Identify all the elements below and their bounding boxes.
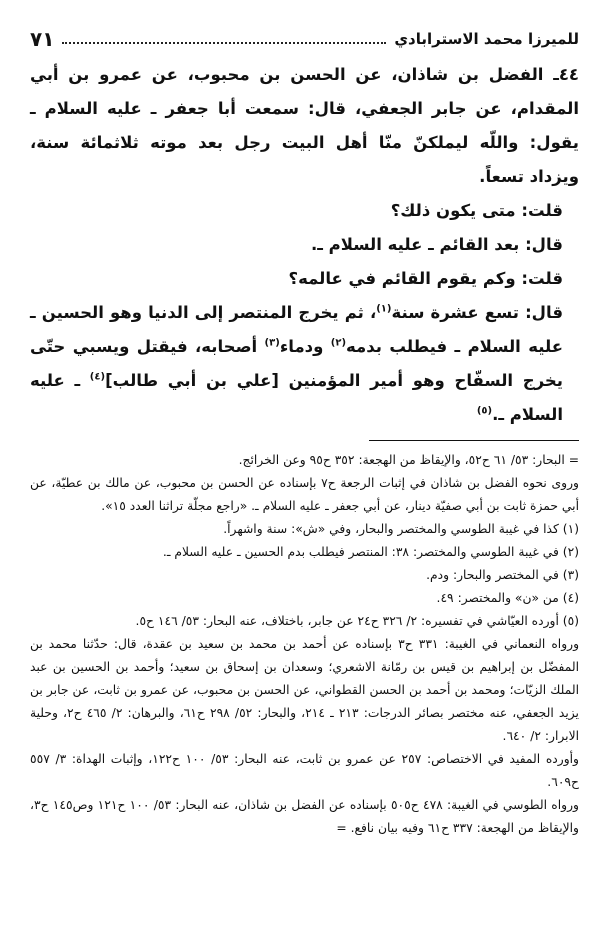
footnote-continuation: وروى نحوه الفضل بن شاذان في إثبات الرجعة ح٧ بإسناده عن الحسن بن محبوب، عن مالك بن عطيّة، عن أبي حمزة ثابت بن أبي صفيّة دينار، عن أبي جعفر ـ عليه السلام ـ. «راجع مجلّة تراثنا العدد ١٥». [30, 476, 579, 513]
dotted-leader [62, 34, 386, 44]
footnote-2: (٢) في غيبة الطوسي والمختصر: ٣٨: المنتصر فيطلب بدم الحسين ـ عليه السلام ـ. [162, 545, 579, 559]
footnote-1: (١) كذا في غيبة الطوسي والمختصر والبحار، وفي «ش»: سنة واشهراً. [223, 522, 579, 536]
footnote-ref-4: (٤) [89, 371, 106, 383]
page-header [30, 22, 579, 56]
dialog-line-question-1: قلت: متى يكون ذلك؟ [390, 201, 563, 220]
footnote-3: (٣) في المختصر والبحار: ودم. [426, 568, 579, 582]
footnote-4: (٤) من «ن» والمختصر: ٤٩. [436, 591, 579, 605]
dialog-line-question-2: قلت: وكم يقوم القائم في عالمه؟ [288, 269, 563, 288]
answer-text-5: ـ عليه السلام ـ. [30, 371, 563, 424]
footnote-divider [369, 440, 579, 441]
footnote-5: (٥) أورده العيّاشي في تفسيره: ٢/ ٣٢٦ ح٢٤ عن جابر، باختلاف، عنه البحار: ٥٣/ ١٤٦ ح٥. [135, 614, 579, 628]
hadith-paragraph: ٤٤ـ الفضل بن شاذان، عن الحسن بن محبوب، عن عمرو بن أبي المقدام، عن جابر الجعفي، قال: سمعت أبا جعفر ـ عليه السلام ـ يقول: واللّه ليملكنّ منّا أهل البيت رجل بعد موته ثلاثمائة سنة، ويزداد تسعاً. [30, 65, 579, 186]
footnote-5-paragraph: وأورده المفيد في الاختصاص: ٢٥٧ عن عمرو بن ثابت، عنه البحار: ٥٣/ ١٠٠ ح١٢٢، وإثبات الهداة: ٣/ ٥٥٧ ح٦٠٩. [30, 752, 579, 789]
main-text [30, 58, 579, 432]
footnote-ref-3: (٣) [264, 337, 280, 349]
answer-text-4: أصحابه، فيقتل ويسبي حتّى يخرج السفّاح وهو أمير المؤمنين [علي بن أبي طالب] [30, 337, 563, 390]
answer-text-3: ودماء [279, 337, 331, 356]
footnote-ref-2: (٢) [330, 337, 347, 349]
running-title: للميرزا محمد الاسترابادي [394, 30, 579, 48]
footnotes [30, 449, 579, 840]
page-number: ٧١ [30, 27, 55, 51]
dialog-answer-paragraph [30, 296, 579, 432]
footnote-ref-1: (١) [376, 303, 392, 315]
dialog-line-answer-1: قال: بعد القائم ـ عليه السلام ـ. [310, 235, 563, 254]
answer-text-2: ، ثم يخرج المنتصر إلى الدنيا وهو الحسين ـ عليه السلام ـ فيطلب بدمه [30, 303, 563, 356]
footnote-5-paragraph: ورواه النعماني في الغيبة: ٣٣١ ح٣ بإسناده عن أحمد بن محمد بن سعيد بن عقدة، قال: حدّثنا محمد بن المفضّل بن إبراهيم بن قيس بن رمّانة الاشعري؛ وسعدان بن إسحاق بن سعيد؛ وأحمد بن الحسين بن عبد الملك الزيّات؛ ومحمد بن أحمد بن الحسن القطواني، عن الحسن بن محبوب، عن عمرو بن ثابت، عن جابر بن يزيد الجعفي، عنه مختصر بصائر الدرجات: ٢١٣ ـ ٢١٤، والبحار: ٥٢/ ٢٩٨ ح٦١، والبرهان: ٢/ ٤٦٥ ح٢، وحلية الابرار: ٢/ ٦٤٠. [30, 637, 580, 743]
footnote-ref-5: (٥) [476, 405, 493, 417]
footnote-continuation: = البحار: ٥٣/ ٦١ ح٥٢، والإيقاظ من الهجعة: ٣٥٢ ح٩٥ وعن الخرائج. [238, 453, 579, 467]
footnote-5-paragraph: ورواه الطوسي في الغيبة: ٤٧٨ ح٥٠٥ بإسناده عن الفضل بن شاذان، عنه البحار: ٥٣/ ١٠٠ ح١٢١ وص١٤٥ ح٣، والإيقاظ من الهجعة: ٣٣٧ ح٦١ وفيه بيان نافع. = [30, 798, 579, 835]
answer-text-1: قال: تسع عشرة سنة [391, 303, 563, 322]
